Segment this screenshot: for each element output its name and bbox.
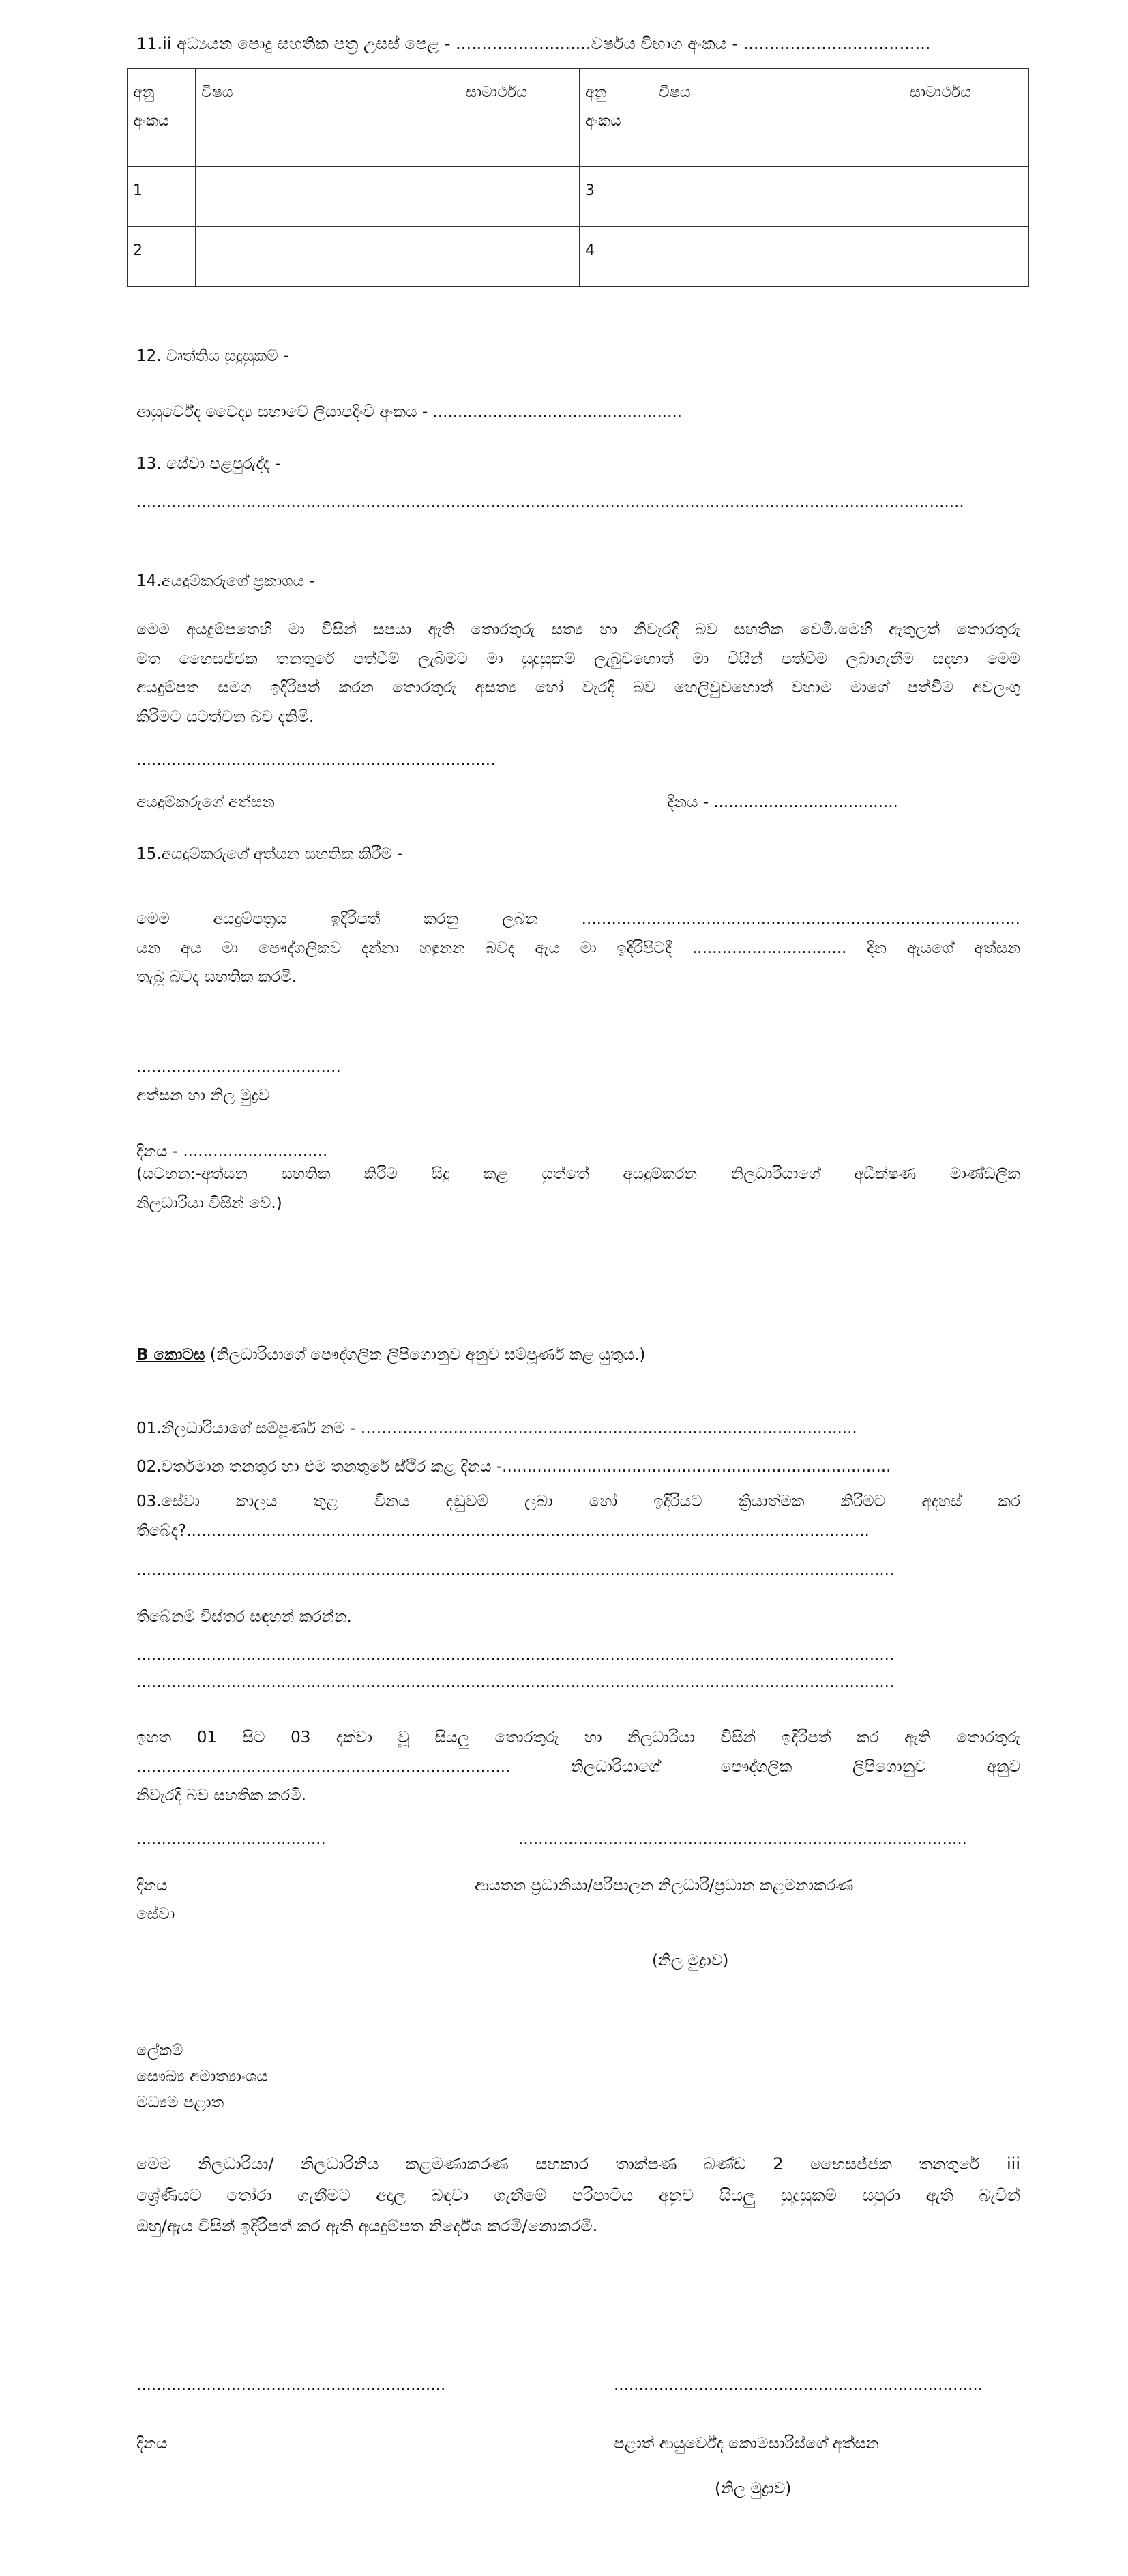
details-label: තිබේනම් විස්තර සඳහන් කරන්න. [136, 1608, 352, 1626]
head-official-seal: (නිල මුද්‍රාව) [652, 1952, 729, 1970]
section-15-heading: 15.අයදුම්කරුගේ අත්සන සහතික කිරීම - [136, 845, 403, 863]
addressee-title: ලේකම් [136, 2042, 183, 2060]
registration-number-line: ආයුර්වේද වෛද්‍ය සභාවේ ලියාපදිංචි අංකය - .................................................. [136, 403, 683, 421]
addressee-ministry: සෞඛ්‍ය අමාත්‍යාංශය [136, 2068, 268, 2085]
certification-note [136, 1160, 1020, 1218]
table-header-row [128, 69, 1029, 167]
section-b-title: B කොටස [136, 1346, 205, 1364]
head-date-label: දිනය [136, 1877, 168, 1894]
note-line: (සටහන:-අත්සන සහතික කිරීම සිදු කළ යුත්තේ අයදුම්කරන නිලධාරියාගේ අධීක්ෂණ මාණ්ඩලික [136, 1165, 1020, 1183]
commissioner-signature-label: පළාත් ආයුර්වේද කොමසාරිස්ගේ අත්සන [614, 2435, 879, 2453]
table-cell [196, 167, 460, 226]
applicant-signature-label: අයදුම්කරුගේ අත්සන [136, 793, 275, 811]
addressee-province: මධ්‍යම පළාත [136, 2094, 224, 2111]
question-line: 03.සේවා කාලය තුළ විනය දඬුවම් ලබා හෝ ඉදිරියට ක්‍රියාත්මක කිරීමට අදහස් කර [136, 1493, 1020, 1510]
current-post-line: 02.වර්තමාන තනතුර හා එම තනතුරේ ස්ථිර කළ දිනය -.............................................................................. [136, 1458, 891, 1476]
table-cell [904, 226, 1029, 286]
section-11-heading: 11.ii අධ්‍යයන පොදු සහතික පත්‍ර උසස් පෙළ - ..........................වර්ෂය විභාග අංකය - .................................... [136, 34, 931, 53]
table-header-cell: විෂය [653, 69, 904, 167]
table-cell [460, 167, 580, 226]
table-header-cell: අනු අංකය [580, 69, 653, 167]
confirmation-line: ඉහත 01 සිට 03 දක්වා වූ සියලු තොරතුරු හා නිලධාරියා විසින් ඉදිරිපත් කර ඇති තොරතුරු [136, 1729, 1020, 1746]
head-officer-label-cont: සේවා [136, 1905, 175, 1923]
applicant-signature-dots: ........................................................................ [136, 751, 496, 769]
commissioner-official-seal: (නිල මුද්‍රාව) [715, 2480, 792, 2498]
certification-line: යන අය මා පෞද්ගලිකව දන්නා හඳුනන බවද ඇය මා ඉදිරිපිටදී ............................... දින ඇයගේ අත්සන [136, 939, 1020, 957]
signature-certification [136, 905, 1020, 992]
recommendation-line: මෙම නිලධාරියා/ නිලධාරිනිය කළමණාකරණ සහකාර තාක්ෂණ බණ්ඩ 2 භෛසජ්ජක තනතුරේ iii [136, 2154, 1020, 2174]
table-row [128, 226, 1029, 286]
section-12-heading: 12. වෘත්තිය සුදුසුකම් - [136, 347, 289, 365]
certifier-signature-dots: ......................................... [136, 1058, 341, 1076]
details-dots-2: ........................................................................................................................................................ [136, 1673, 895, 1691]
certifier-seal-label: අත්සන හා නිල මුද්‍රව [136, 1087, 270, 1104]
question-line: තිබේද?......................................................................................................................................... [136, 1521, 870, 1540]
head-signature-dots: .......................................................................................... [518, 1830, 967, 1848]
table-row [128, 167, 1029, 226]
confirmation-line: නිවැරදි බව සහතික කරමි. [136, 1787, 307, 1805]
disciplinary-question [136, 1487, 1020, 1545]
section-14-heading: 14.අයදුම්කරුගේ ප්‍රකාශය - [136, 572, 315, 590]
table-cell: 1 [128, 167, 196, 226]
table-cell [196, 226, 460, 286]
certification-line: තැබූ බවද සහතික කරමි. [136, 968, 297, 986]
service-experience-dots: ...................................................................................................................................................................... [136, 493, 964, 511]
section-13-heading: 13. සේවා පළපුරුද්ද - [136, 455, 281, 473]
table-cell [653, 226, 904, 286]
table-header-cell: අනු අංකය [128, 69, 196, 167]
table-cell: 2 [128, 226, 196, 286]
head-officer-label: ආයතන ප්‍රධානියා/පරිපාලන නිලධාරි/ප්‍රධාන කළමනාකරණ [475, 1877, 854, 1894]
details-dots-1: ........................................................................................................................................................ [136, 1646, 895, 1664]
recommendation-line: ශ්‍රේණියට තෝරා ගැනීමට අදාල බඳවා ගැනීමේ පරිපාටිය අනුව සියලු සුදුසුකම් සපුරා ඇති බැවින් [136, 2185, 1020, 2205]
table-header-cell: විෂය [196, 69, 460, 167]
head-confirmation [136, 1723, 1020, 1811]
officer-full-name-line: 01.නිලධාරියාගේ සම්පූර්ණ නම - ………..…..................................................................................... [136, 1420, 857, 1437]
declaration-line: අයදුම්පත සමග ඉදිරිපත් කරන තොරතුරු අසත්‍ය හෝ වැරදි බව හෙලිවුවහොත් වහාම මාගේ පත්වීම අවලංගු [136, 679, 1020, 697]
table-cell [460, 226, 580, 286]
head-date-dots: ...................................... [136, 1830, 326, 1848]
declaration-line: කිරීමට යටත්වන බව දනිමි. [136, 707, 314, 726]
final-date-label: දිනය [136, 2435, 168, 2453]
certifier-date-line: දිනය - ............................. [136, 1143, 328, 1160]
table-cell [653, 167, 904, 226]
confirmation-line: ........................................................................... නිලධාරියාගේ පෞද්ගලික ලිපිගොනුව අනුව [136, 1757, 1020, 1776]
table-header-cell: සාමාර්ථය [904, 69, 1029, 167]
answer-dots: ........................................................................................................................................................ [136, 1562, 895, 1579]
section-b-heading [136, 1344, 645, 1366]
section-b-subtitle: (නිලධාරියාගේ පෞද්ගලික ලිපිගොනුව අනුව සම්පූර්ණ කළ යුතුය.) [205, 1346, 646, 1364]
declaration-line: මත භෛසජ්ජක තනතුරේ පත්වීම් ලැබීමට මා සුදුසුකම් ලැබුවහොත් මා විසින් පත්වීම ලබාගැනීම සදහා මෙම [136, 649, 1020, 668]
table-header-cell: සාමාර්ථය [460, 69, 580, 167]
al-results-table [127, 68, 1029, 287]
final-signature-dots: .......................................................................... [614, 2376, 983, 2394]
recommendation-line: ඔහු/ඇය විසින් ඉදිරිපත් කර ඇති අයදුම්පත නිර්දේශ කරමි/නොකරමි. [136, 2216, 598, 2236]
table-cell [904, 167, 1029, 226]
recommendation-paragraph [136, 2149, 1020, 2242]
note-line: නිලධාරියා විසින් වේ.) [136, 1194, 282, 1212]
applicant-date-line: දිනය - ..................................... [667, 793, 898, 811]
table-cell: 4 [580, 226, 653, 286]
final-date-dots: .............................................................. [136, 2376, 446, 2394]
table-cell: 3 [580, 167, 653, 226]
applicant-declaration [136, 615, 1020, 731]
certification-line: මෙම අයදුම්පත්‍රය ඉදිරිපත් කරනු ලබන ........................................................................................ [136, 910, 1020, 928]
declaration-line: මෙම අයදුම්පතෙහි මා විසින් සපයා ඇති තොරතුරු සත්‍ය හා නිවැරදි බව සහතික වෙමි.මෙහි ඇතුලත් තොරතුරු [136, 621, 1020, 639]
